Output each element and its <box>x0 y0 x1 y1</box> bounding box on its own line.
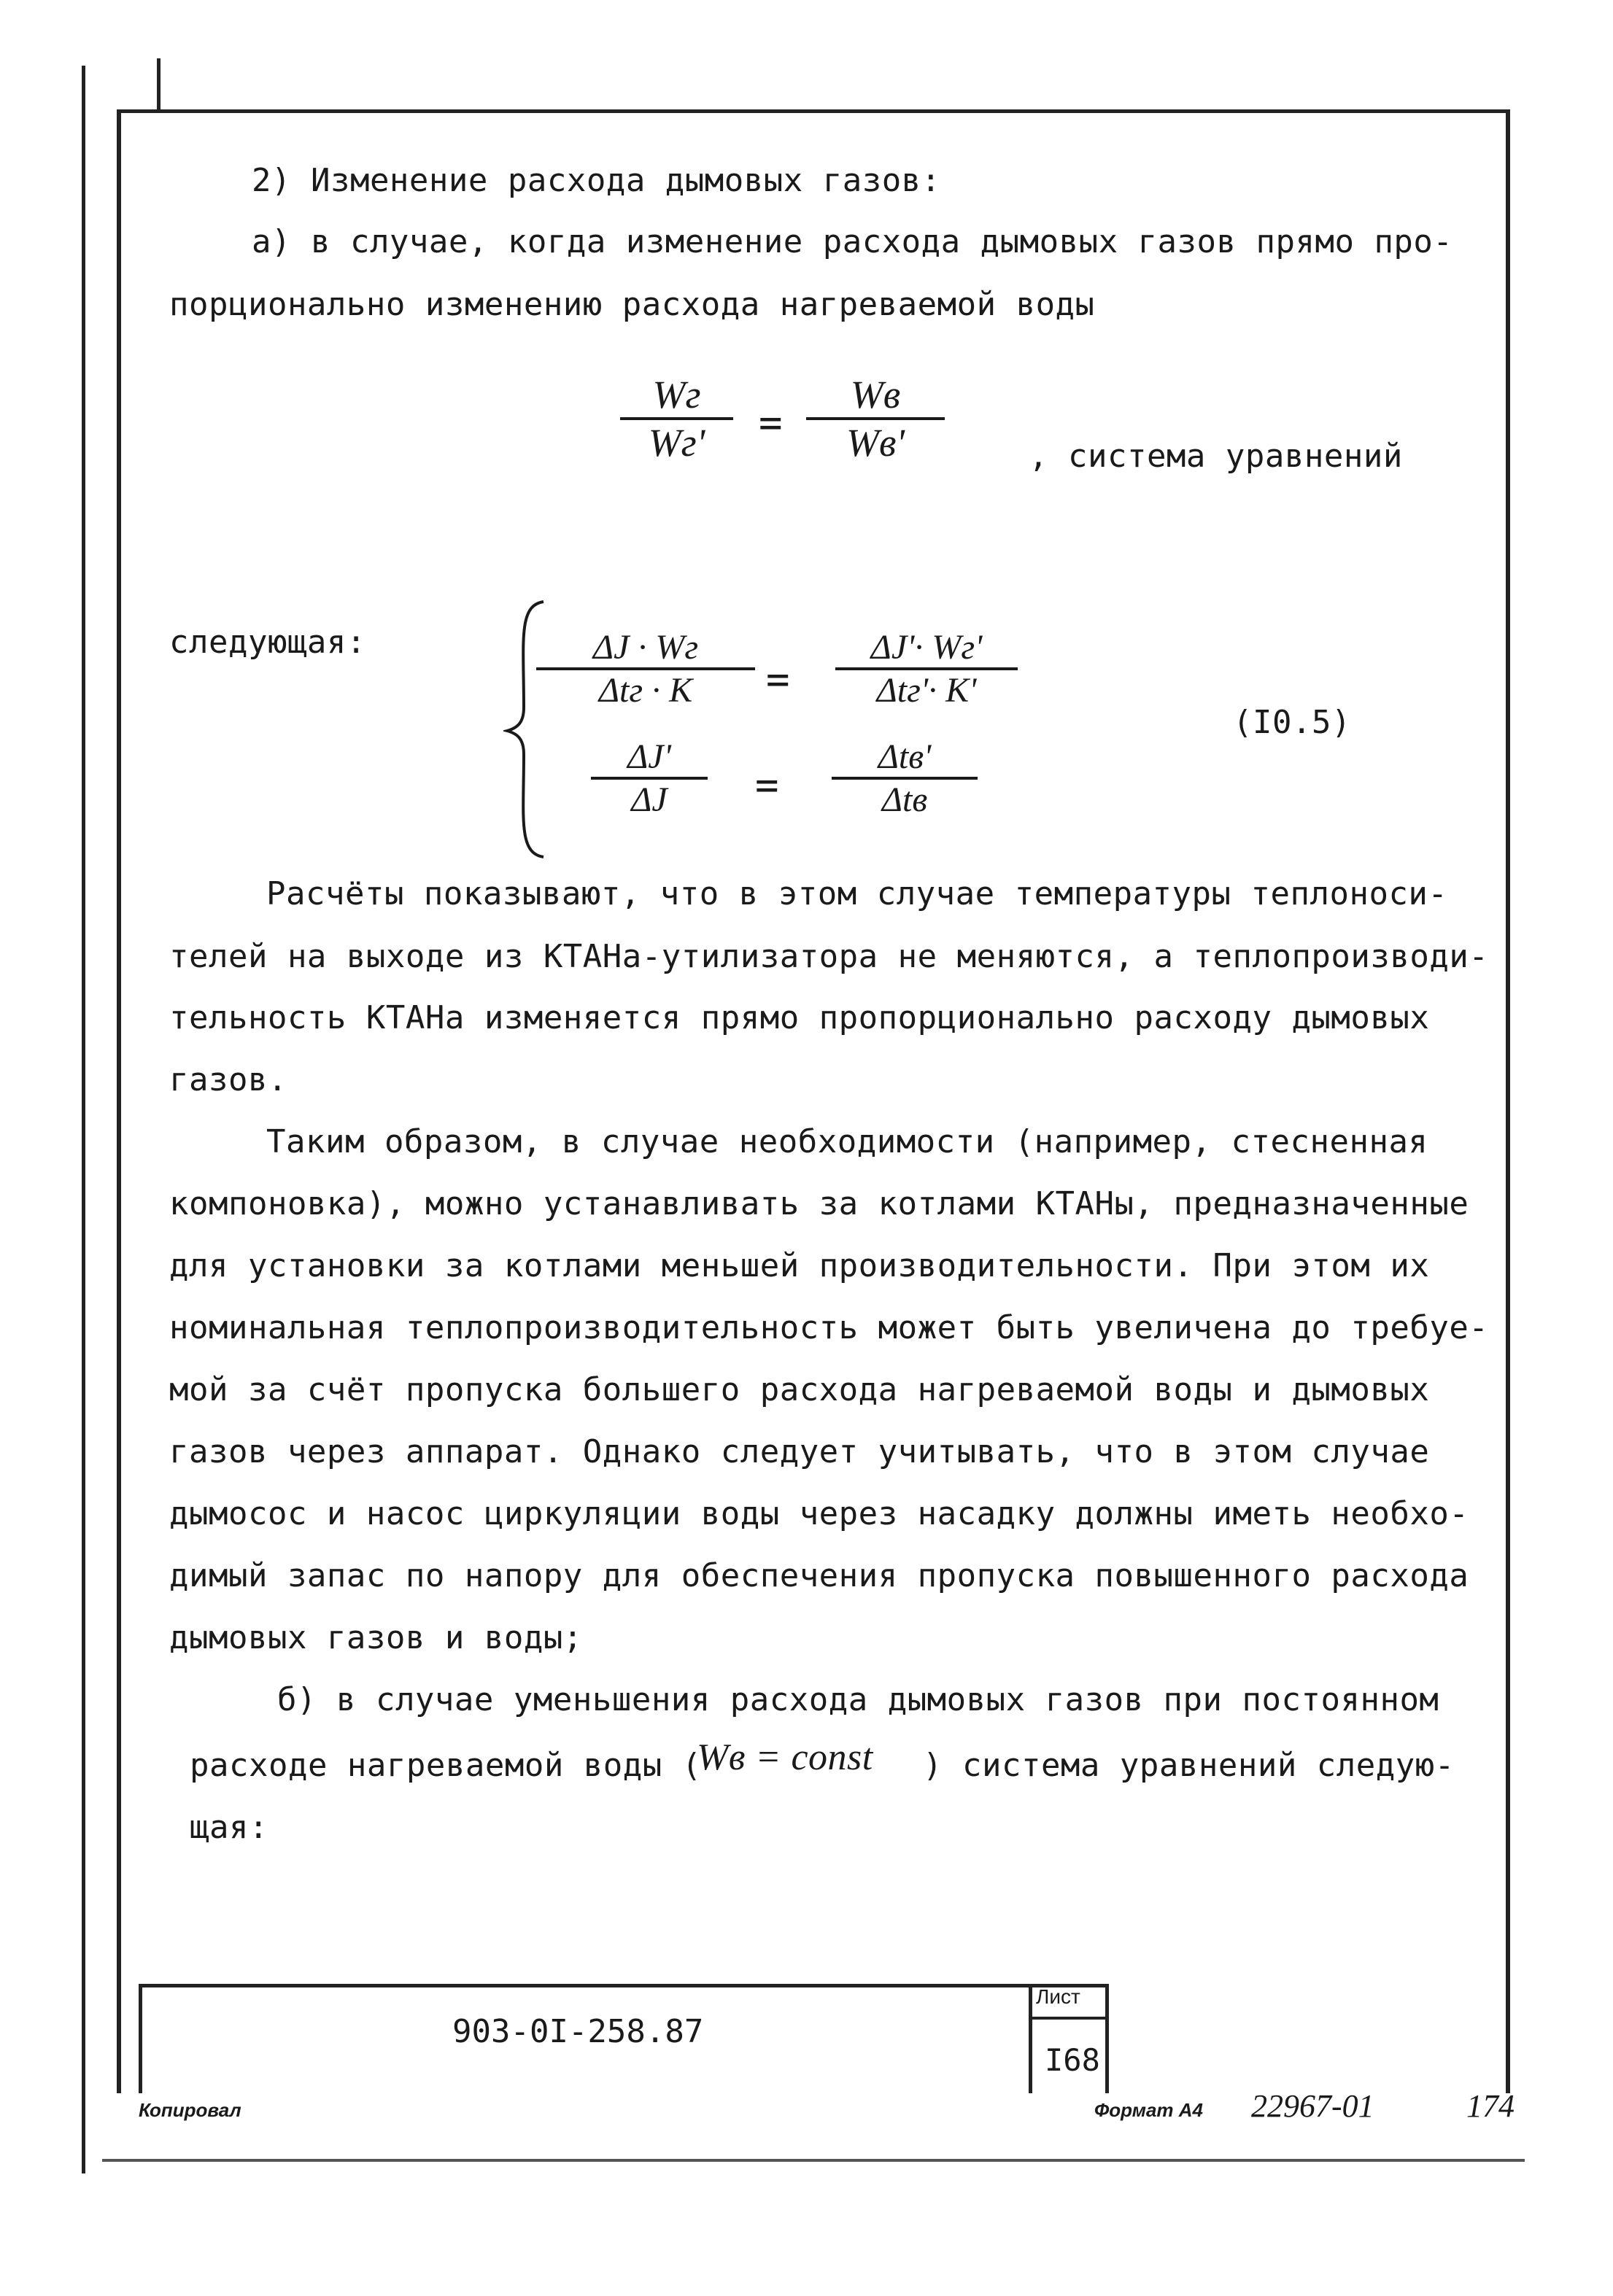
text-line: димый запас по напору для обеспечения пропуска повышенного расхода <box>169 1557 1469 1594</box>
equation-label: (I0.5) <box>1233 704 1351 741</box>
text-line: 2) Изменение расхода дымовых газов: <box>252 162 941 199</box>
text-line: газов через аппарат. Однако следует учитывать, что в этом случае <box>169 1433 1430 1470</box>
text-line: Таким образом, в случае необходимости (например, стесненная <box>266 1123 1428 1160</box>
formula2-r1-equals: = <box>766 656 790 702</box>
text-line: б) в случае уменьшения расхода дымовых газов при постоянном <box>277 1681 1439 1718</box>
formula2-r1-num-left: ΔJ · Wг <box>536 627 755 670</box>
text-line: Расчёты показывают, что в этом случае температуры теплоноси- <box>266 875 1448 912</box>
formula2-r2-right <box>832 737 978 820</box>
copied-by-label: Копировал <box>139 2099 241 2121</box>
text-line: компоновка), можно устанавливать за котлами КТАНы, предназначенные <box>169 1185 1469 1222</box>
outer-border-left <box>82 66 85 2173</box>
text-line: газов. <box>169 1061 287 1098</box>
text-line: расходе нагреваемой воды ( <box>190 1747 702 1784</box>
text-line: тельность КТАНа изменяется прямо пропорционально расходу дымовых <box>169 999 1430 1036</box>
formula2-r1-den-left: Δtг · K <box>598 671 693 710</box>
text-line: порционально изменению расхода нагреваемой воды <box>169 286 1095 323</box>
text-line: следующая: <box>169 624 366 661</box>
formula2-r1-right <box>835 627 1018 710</box>
sheet-divider <box>1029 2017 1109 2020</box>
formula1-num-left: Wг <box>620 372 733 420</box>
document-code: 903-0I-258.87 <box>452 2013 704 2050</box>
text-line: телей на выходе из КТАНа-утилизатора не меняются, а теплопроизводи- <box>169 938 1489 975</box>
text-line: дымовых газов и воды; <box>169 1619 583 1656</box>
formula2-r1-num-right: ΔJ'· Wг' <box>835 627 1018 670</box>
archive-number: 22967-01 <box>1251 2088 1374 2124</box>
formula2-r2-den-right: Δtв <box>881 780 928 819</box>
outer-border-bottom <box>102 2159 1525 2162</box>
sheet-number: I68 <box>1045 2042 1100 2078</box>
text-line: ) система уравнений следую- <box>923 1747 1455 1784</box>
text-line: дымосос и насос циркуляции воды через насадку должны иметь необхо- <box>169 1495 1469 1532</box>
formula1-den-left: Wг' <box>648 421 705 465</box>
inline-formula: Wв = const <box>697 1737 873 1778</box>
top-tick <box>157 58 160 113</box>
text-line: а) в случае, когда изменение расхода дымовых газов прямо про- <box>252 223 1453 260</box>
formula2-r2-left <box>591 737 708 820</box>
formula2-r2-num-right: Δtв' <box>832 737 978 780</box>
text-line: , система уравнений <box>1029 438 1403 475</box>
formula1-equals: = <box>759 400 783 446</box>
formula2-r2-equals: = <box>755 762 779 808</box>
formula1-num-right: Wв <box>806 372 945 420</box>
formula1-den-right: Wв' <box>846 421 905 465</box>
text-line: для установки за котлами меньшей производительности. При этом их <box>169 1247 1430 1284</box>
formula2-r1-den-right: Δtг'· K' <box>876 671 977 710</box>
formula2-r2-num-left: ΔJ' <box>591 737 708 780</box>
formula1-right-fraction <box>806 372 945 465</box>
text-line: номинальная теплопроизводительность может быть увеличена до требуе- <box>169 1309 1489 1346</box>
text-line: мой за счёт пропуска большего расхода нагреваемой воды и дымовых <box>169 1371 1430 1408</box>
sheet-label: Лист <box>1036 1985 1080 2008</box>
format-label: Формат А4 <box>1094 2099 1203 2121</box>
formula2-r1-left <box>536 627 755 710</box>
formula1-left-fraction <box>620 372 733 465</box>
formula2-r2-den-left: ΔJ <box>631 780 668 819</box>
text-line: щая: <box>190 1809 268 1846</box>
archive-page: 174 <box>1466 2088 1515 2124</box>
